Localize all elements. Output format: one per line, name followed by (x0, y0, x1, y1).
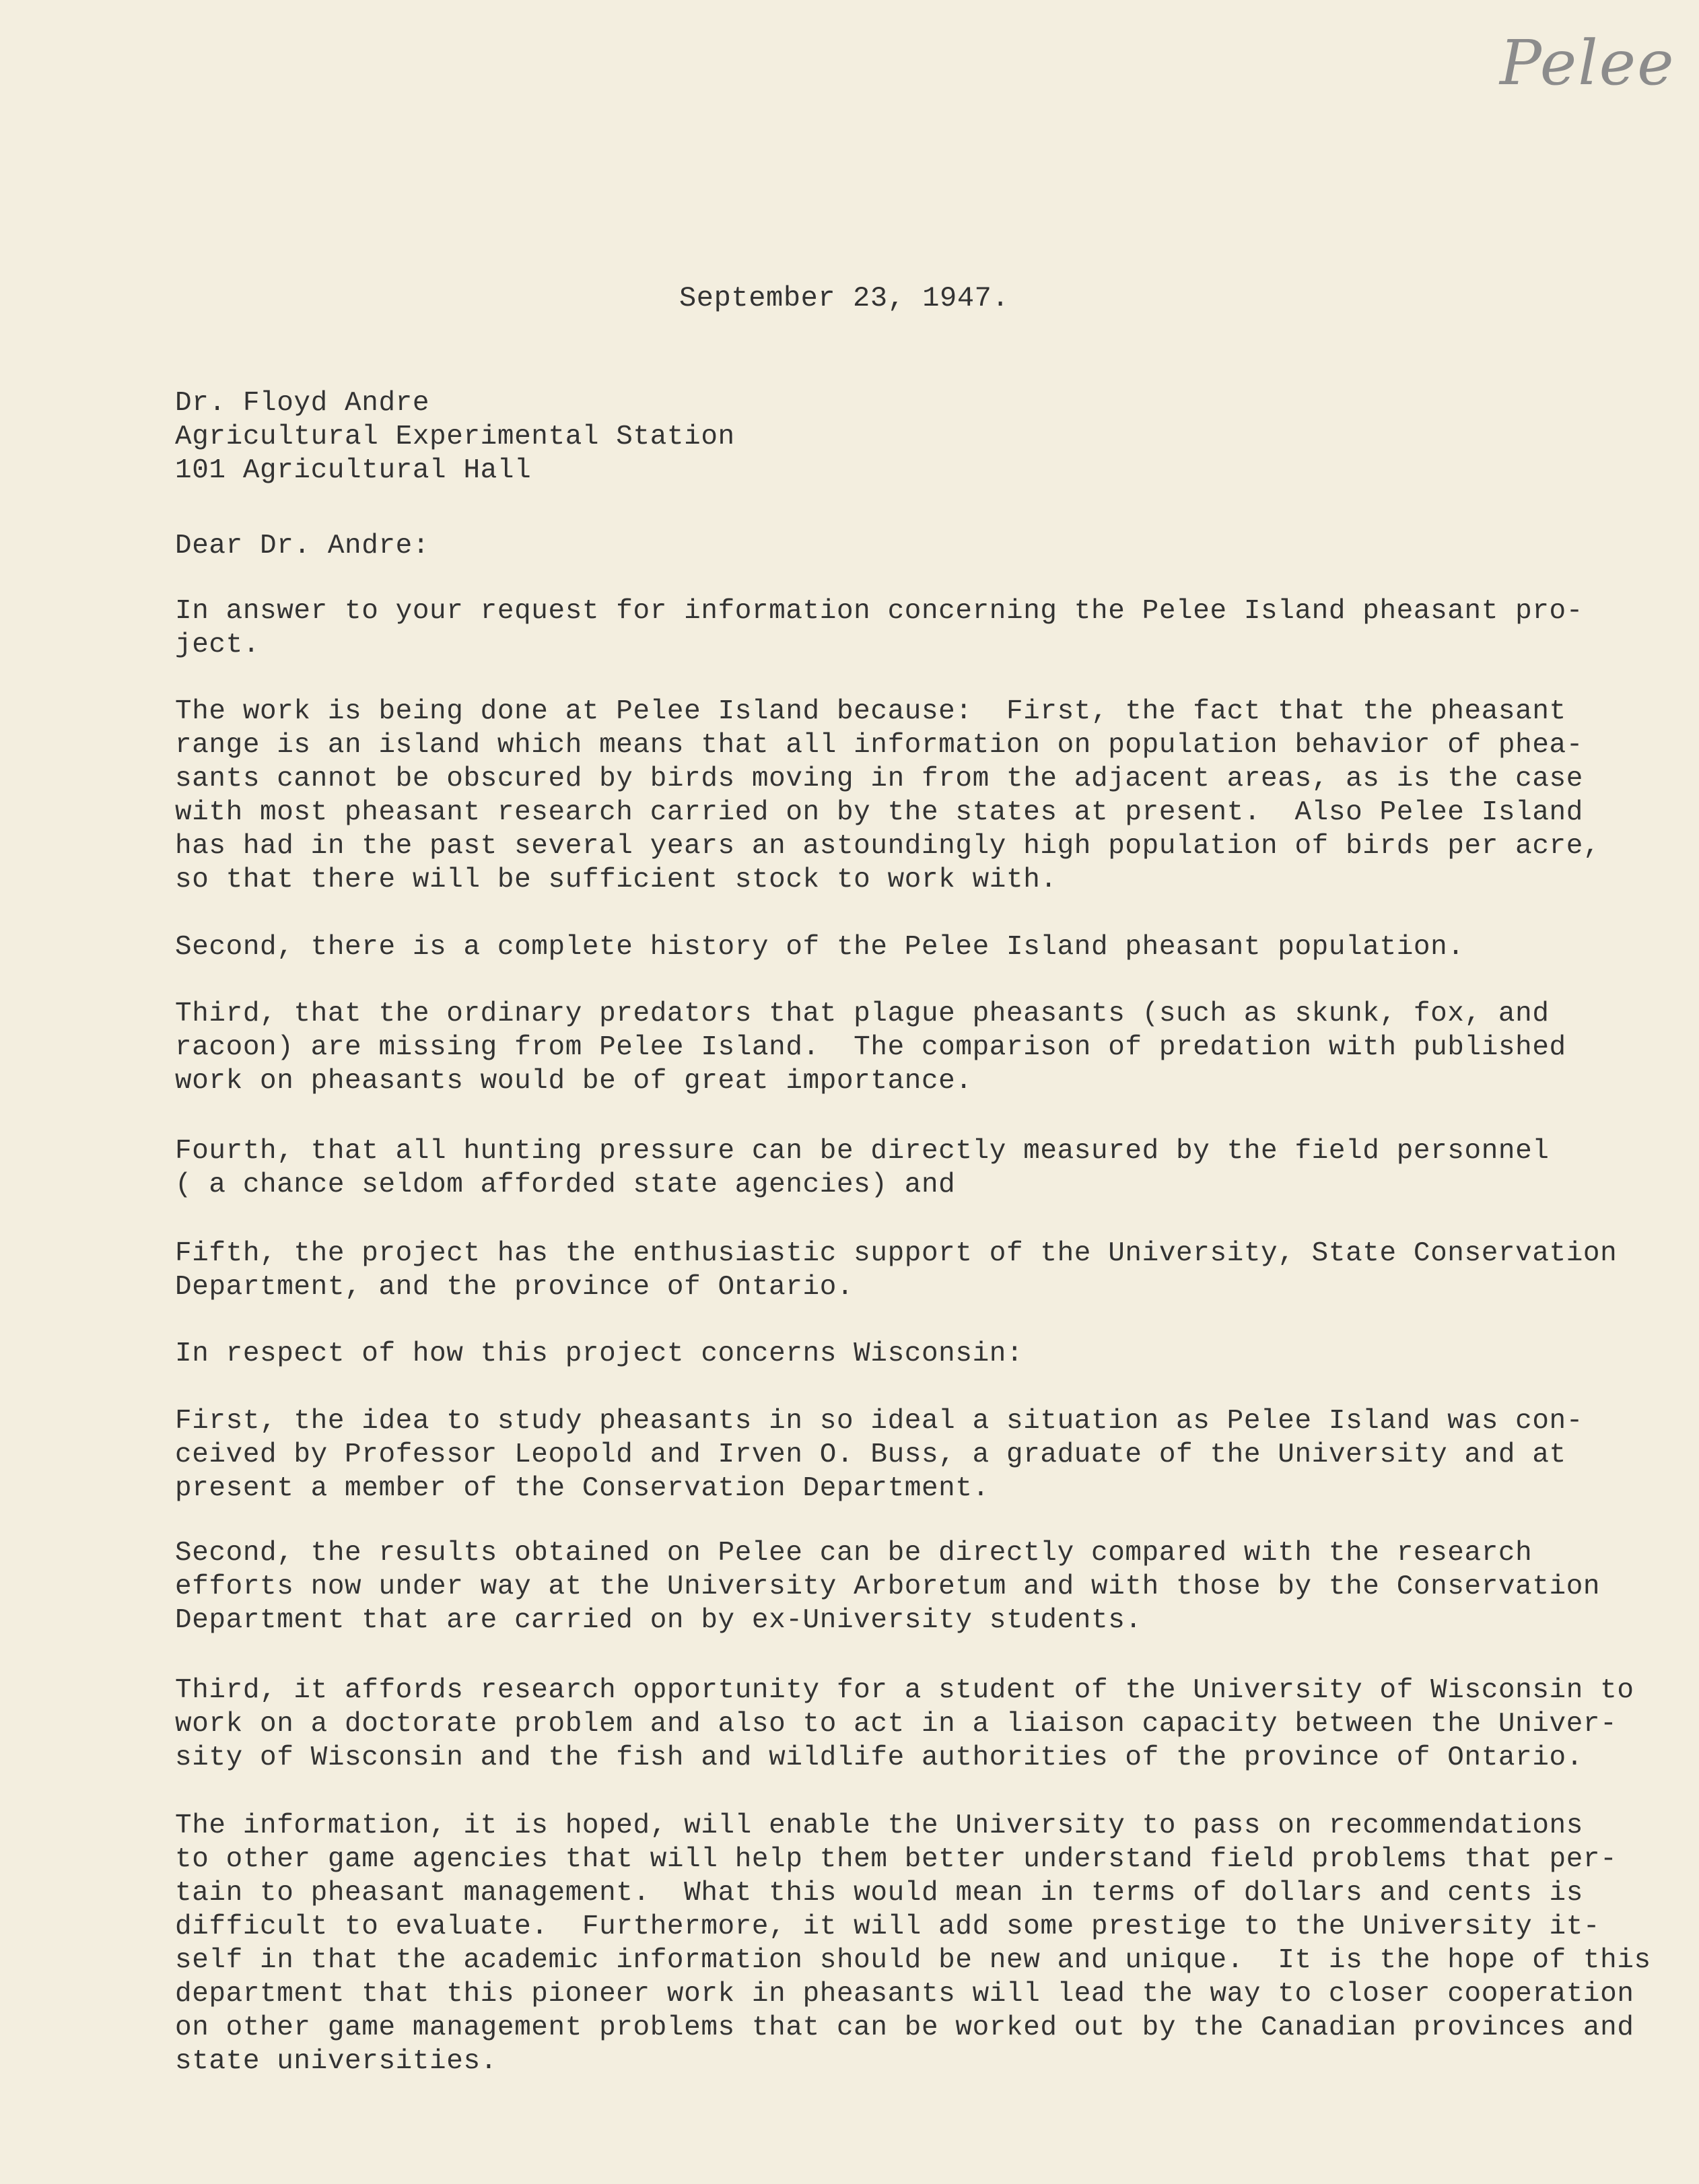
paragraph-line: Third, it affords research opportunity for a student of the University of Wisconsin to (175, 1675, 1634, 1706)
paragraph-line: sity of Wisconsin and the fish and wildlife authorities of the province of Ontario. (175, 1742, 1583, 1773)
paragraph-fourth-hunting (175, 1134, 1550, 1202)
paragraph-line: Department, and the province of Ontario. (175, 1272, 854, 1303)
paragraph-line: sants cannot be obscured by birds moving in from the adjacent areas, as is the case (175, 763, 1583, 794)
paragraph-fifth-support (175, 1237, 1617, 1304)
paragraph-line: Fifth, the project has the enthusiastic support of the University, State Conservation (175, 1238, 1618, 1269)
address-line: 101 Agricultural Hall (175, 455, 532, 486)
letter-date: September 23, 1947. (679, 282, 1010, 314)
paragraph-line: on other game management problems that can be worked out by the Canadian provinces and (175, 2012, 1634, 2043)
paragraph-line: Fourth, that all hunting pressure can be directly measured by the field personnel (175, 1136, 1550, 1167)
paragraph-line: Department that are carried on by ex-University students. (175, 1605, 1142, 1636)
paragraph-second-history (175, 930, 1465, 964)
paragraph-wisconsin-second (175, 1536, 1600, 1637)
paragraph-wisconsin-heading (175, 1337, 1023, 1371)
paragraph-line: so that there will be sufficient stock to work with. (175, 864, 1057, 895)
paragraph-line: Second, the results obtained on Pelee can be directly compared with the research (175, 1538, 1533, 1569)
paragraph-line: work on pheasants would be of great importance. (175, 1066, 973, 1097)
paragraph-line: state universities. (175, 2046, 497, 2077)
paragraph-line: with most pheasant research carried on by the states at present. Also Pelee Island (175, 797, 1583, 828)
paragraph-line: range is an island which means that all information on population behavior of phea- (175, 730, 1583, 761)
paragraph-line: racoon) are missing from Pelee Island. The comparison of predation with published (175, 1032, 1566, 1063)
paragraph-line: First, the idea to study pheasants in so ideal a situation as Pelee Island was con- (175, 1406, 1583, 1437)
paragraph-line: ( a chance seldom afforded state agencies) and (175, 1169, 956, 1200)
paragraph-reasons-first (175, 695, 1600, 897)
paragraph-wisconsin-first (175, 1404, 1583, 1505)
recipient-address (175, 386, 735, 487)
paragraph-conclusion (175, 1809, 1651, 2078)
handwritten-annotation: Pelee (1500, 27, 1675, 99)
paragraph-line: tain to pheasant management. What this would mean in terms of dollars and cents is (175, 1878, 1583, 1909)
address-line: Dr. Floyd Andre (175, 388, 430, 419)
paragraph-line: to other game agencies that will help them better understand field problems that per- (175, 1844, 1618, 1875)
paragraph-line: department that this pioneer work in pheasants will lead the way to closer cooperation (175, 1979, 1634, 2010)
paragraph-line: In respect of how this project concerns Wisconsin: (175, 1338, 1024, 1369)
paragraph-line: The information, it is hoped, will enable the University to pass on recommendations (175, 1810, 1583, 1841)
paragraph-line: Third, that the ordinary predators that plague pheasants (such as skunk, fox, and (175, 998, 1550, 1029)
paragraph-third-predators (175, 997, 1566, 1098)
paragraph-line: Second, there is a complete history of the Pelee Island pheasant population. (175, 932, 1465, 963)
paragraph-line: has had in the past several years an astoundingly high population of birds per acre, (175, 831, 1601, 862)
paragraph-request (175, 594, 1583, 662)
salutation: Dear Dr. Andre: (175, 531, 430, 561)
paragraph-wisconsin-third (175, 1674, 1634, 1775)
paragraph-line: work on a doctorate problem and also to act in a liaison capacity between the Univer- (175, 1709, 1618, 1740)
paragraph-line: ceived by Professor Leopold and Irven O. Buss, a graduate of the University and at (175, 1439, 1566, 1470)
paragraph-line: The work is being done at Pelee Island because: First, the fact that the pheasant (175, 696, 1566, 727)
paragraph-line: efforts now under way at the University Arboretum and with those by the Conservation (175, 1571, 1601, 1602)
paragraph-line: ject. (175, 629, 261, 660)
paragraph-line: present a member of the Conservation Department. (175, 1473, 990, 1504)
paragraph-line: difficult to evaluate. Furthermore, it will add some prestige to the University it- (175, 1911, 1601, 1942)
address-line: Agricultural Experimental Station (175, 421, 735, 452)
paragraph-line: self in that the academic information should be new and unique. It is the hope of this (175, 1945, 1651, 1976)
paragraph-line: In answer to your request for information concerning the Pelee Island pheasant pro- (175, 596, 1583, 627)
